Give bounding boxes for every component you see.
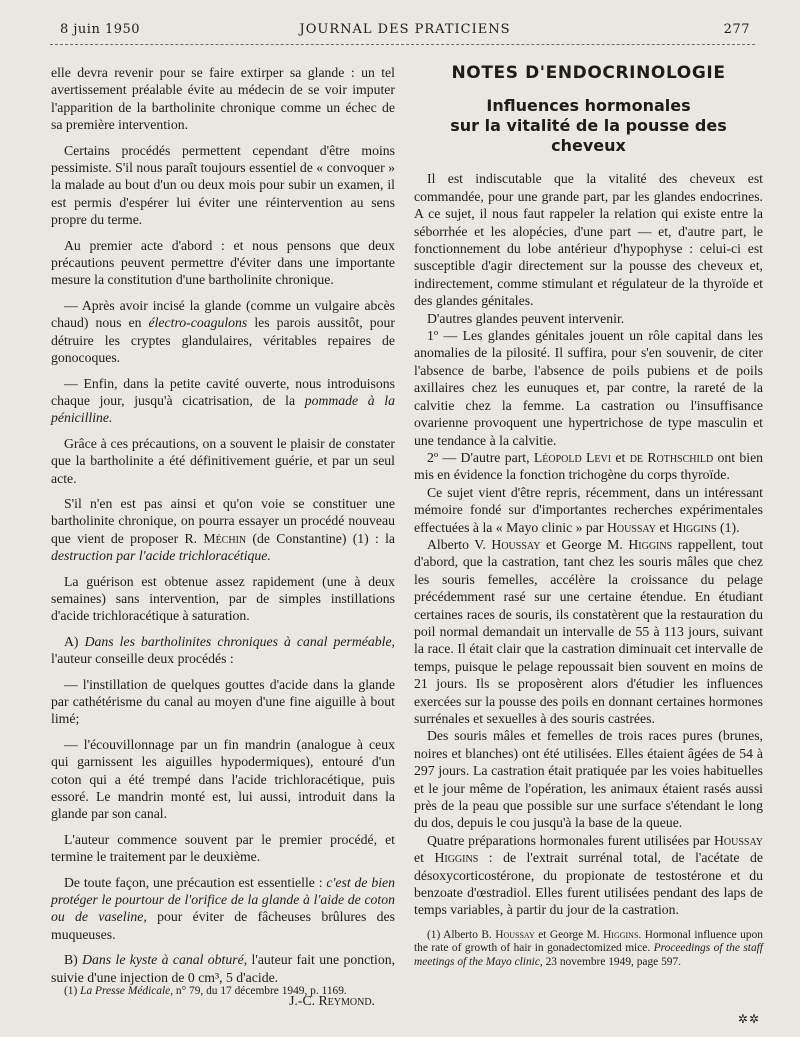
text: et: [615, 449, 626, 465]
paragraph: Au premier acte d'abord : et nous pensons que deux précautions peuvent permettre d'éviter dans une importante mesure la constitution d'une bartholinite chronique.: [51, 237, 395, 288]
text: n° 79, du 17 décembre 1949, p. 1169.: [175, 985, 347, 997]
paragraph: 1º — Les glandes génitales jouent un rôle capital dans les anomalies de la pilosité. Il suffira, pour s'en souvenir, de citer l'absence de barbe, l'absence de poils pubiens et de poils axillaires chez les eunuques et, par contre, la rareté de la calvitie chez la femme. La castration ou l'insuffisance ovarienne provoquent une hypertrichose de type masculin et une tendance à la calvitie.: [414, 328, 763, 448]
emphasis: Dans les bartholinites chroniques à canal perméable,: [84, 633, 395, 649]
text: 23 novembre 1949, page 597.: [545, 956, 682, 969]
text: les parois aussitôt, pour détruire les cryptes glandulaires, véritables repaires de gonocoques.: [51, 315, 395, 366]
paragraph: elle devra revenir pour se faire extirper sa glande : un tel avertissement préalable évite au médecin de se voir imputer l'apparition de la bartholinite chronique comme un échec de sa première intervention.: [51, 65, 395, 133]
paragraph: [51, 495, 395, 565]
paragraph: Grâce à ces précautions, on a souvent le plaisir de constater que la bartholinite a été définitivement guérie, et par un seul acte.: [51, 435, 395, 486]
paragraph: [51, 874, 395, 944]
paragraph: — l'écouvillonnage par un fin mandrin (analogue à ceux qui garnissent les aiguilles hypodermiques), entouré d'un coton qui a été trempé dans l'acide trichloracétique, puis essoré. Le mandrin monté est, lui aussi, introduit dans la glande par son canal.: [51, 736, 395, 822]
article-title: [414, 96, 763, 156]
paragraph: Des souris mâles et femelles de trois races pures (brunes, noires et blanches) ont été utilisées. Elles étaient âgées de 54 à 297 jours. La castration était pratiquée par les voies habituelles et le jour même de l'opération, les animaux étaient rasés aussi près de la peau que possible sur une surface s'étendant le long du dos, depuis le cou jusqu'à la base de la queue.: [414, 728, 763, 831]
text: l'auteur fait une ponction, suivie d'une injection de 0 cm³, 5 d'acide.: [51, 952, 396, 985]
footnote: [51, 985, 395, 999]
emphasis: destruction par l'acide trichloracétique.: [51, 548, 271, 564]
text: et George M.: [545, 536, 623, 552]
header-divider: [50, 44, 755, 45]
left-column: [51, 64, 395, 1010]
journal-title: JOURNAL DES PRATICIENS: [299, 22, 511, 37]
emphasis: pommade à la pénicilline.: [51, 392, 395, 426]
issue-date: 8 juin 1950: [60, 22, 141, 37]
text: et George M.: [538, 928, 600, 941]
text: rappellent, tout d'abord, que la castration, tant chez les souris mâles que chez les souris femelles, accélère la croissance du pelage précédemment rasé sur une certaine étendue. En étudiant certaines races de souris, ils constatèrent que la restauration du poil normal demandait un intervalle de 55 à 113 jours, suivant la race. Il était clair que la castration diminuait cet intervalle de temps, puisque le pelage repoussait bien souvent en moins de 21 jours. Ils se proposèrent alors d'étudier les influences exercées sur la pousse des poils en donnant certaines hormones surrénales et sexuelles à des souris castrées.: [414, 536, 764, 726]
emphasis: La Presse Médicale,: [80, 985, 174, 997]
text: ont bien mis en évidence la fonction trichogène du corps thyroïde.: [414, 449, 764, 483]
paragraph: [414, 449, 763, 484]
text: — Après avoir incisé la glande (comme un vulgaire abcès chaud) nous en: [51, 297, 395, 331]
ornament-icon: ✲✲: [737, 1012, 760, 1026]
author-name: de Rothschild: [629, 449, 714, 465]
text: Hormonal influence upon the rate of growth of hair in gonadectomized mice.: [414, 928, 763, 955]
text: (de Constantine) (1) : la: [252, 530, 396, 546]
running-header: [60, 22, 750, 44]
text: A): [64, 633, 79, 649]
title-line: Influences hormonales: [486, 96, 691, 116]
author-name: Méchin: [203, 530, 247, 546]
text: 2º — D'autre part,: [427, 449, 530, 465]
footnote-left: [51, 985, 395, 999]
text: Alberto V.: [427, 536, 486, 552]
emphasis: Dans le kyste à canal obturé,: [82, 952, 248, 968]
paragraph: Il est indiscutable que la vitalité des cheveux est commandée, pour une grande part, par les glandes endocrines. A ce sujet, il nous faut rappeler la relation qui existe entre la séborrhée et les alopécies, d'une part — et, d'autre part, le fonctionnement du lobe antérieur d'hypophyse : celui-ci est susceptible d'agir directement sur la pousse des cheveux et, indirectement, comme stimulant et régulateur de la thyroïde et des glandes génitales.: [414, 171, 763, 309]
paragraph: Certains procédés permettent cependant d'être moins pessimiste. S'il nous paraît toujours essentiel de « convoquer » la malade au bout d'un ou deux mois pour subir un examen, il est permis d'espérer lui éviter une réintervention au sens propre du terme.: [51, 142, 395, 228]
author-name: Reymond.: [318, 993, 375, 1009]
paragraph: — l'instillation de quelques gouttes d'acide dans la glande par cathétérisme du canal au moyen d'une fine aiguille à bout limé;: [51, 676, 395, 727]
author-name: Higgins: [434, 850, 479, 866]
section-heading: NOTES D'ENDOCRINOLOGIE: [451, 63, 726, 83]
text: S'il n'en est pas ainsi et qu'on voie se constituer une bartholinite chronique, on pourra essayer un procédé nouveau que vient de proposer R.: [51, 495, 395, 546]
right-column: [414, 64, 763, 970]
emphasis: c'est de bien protéger le pourtour de l'orifice de la glande à l'aide de coton ou de vaseline,: [51, 874, 395, 925]
text: Quatre préparations hormonales furent utilisées par: [427, 832, 711, 848]
text: et: [414, 850, 424, 866]
author-name: Houssay: [713, 832, 763, 848]
emphasis: Proceedings of the staff meetings of the Mayo clinic,: [414, 942, 763, 969]
text: et: [659, 519, 670, 535]
paragraph: [414, 832, 763, 919]
paragraph: [51, 633, 395, 668]
author-name: Higgins: [672, 519, 717, 535]
paragraph: [51, 297, 395, 367]
text: J.-C.: [289, 993, 316, 1009]
paragraph: La guérison est obtenue assez rapidement (une à deux semaines) sans intervention, par de simples instillations d'acide trichloracétique à saturation.: [51, 573, 395, 624]
emphasis: électro-coagulons: [148, 315, 248, 331]
text: De toute façon, une précaution est essentielle :: [64, 874, 323, 890]
paragraph: D'autres glandes peuvent intervenir.: [427, 310, 625, 326]
paragraph: [414, 536, 763, 727]
footnote-right: [414, 929, 763, 970]
text: Ce sujet vient d'être repris, récemment, dans un intéressant mémoire fondé sur d'importantes recherches expérimentales effectuées à la « Mayo clinic » par: [414, 484, 763, 535]
text: B): [64, 952, 78, 968]
title-line: sur la vitalité de la pousse des cheveux: [450, 116, 727, 156]
text: pour éviter de fâcheuses brûlures des muqueuses.: [51, 909, 396, 942]
text: (1) Alberto B.: [427, 928, 492, 941]
text: (1): [64, 985, 78, 997]
footnote: [414, 929, 763, 970]
author-name: Higgins.: [603, 928, 642, 941]
text: l'auteur conseille deux procédés :: [51, 651, 234, 667]
page-number: 277: [723, 22, 750, 37]
paragraph: [51, 951, 395, 986]
author-name: Léopold Levi: [533, 449, 612, 465]
author-name: Houssay: [606, 519, 656, 535]
author-name: Higgins: [628, 536, 673, 552]
text: (1).: [720, 519, 740, 535]
paragraph: L'auteur commence souvent par le premier procédé, et termine le traitement par le deuxième.: [51, 831, 395, 865]
author-name: Houssay: [495, 928, 535, 941]
text: : de l'extrait surrénal total, de l'acétate de désoxycorticostérone, du propionate de testostérone et du benzoate d'œstradiol. Elles furent utilisées pendant des laps de temps variables, à partir du jour de la castration.: [414, 850, 764, 918]
text: — Enfin, dans la petite cavité ouverte, nous introduisons chaque jour, jusqu'à cicatrisation, de la: [51, 375, 395, 408]
author-name: Houssay: [491, 536, 541, 552]
paragraph: [414, 484, 763, 536]
paragraph: [51, 375, 395, 427]
